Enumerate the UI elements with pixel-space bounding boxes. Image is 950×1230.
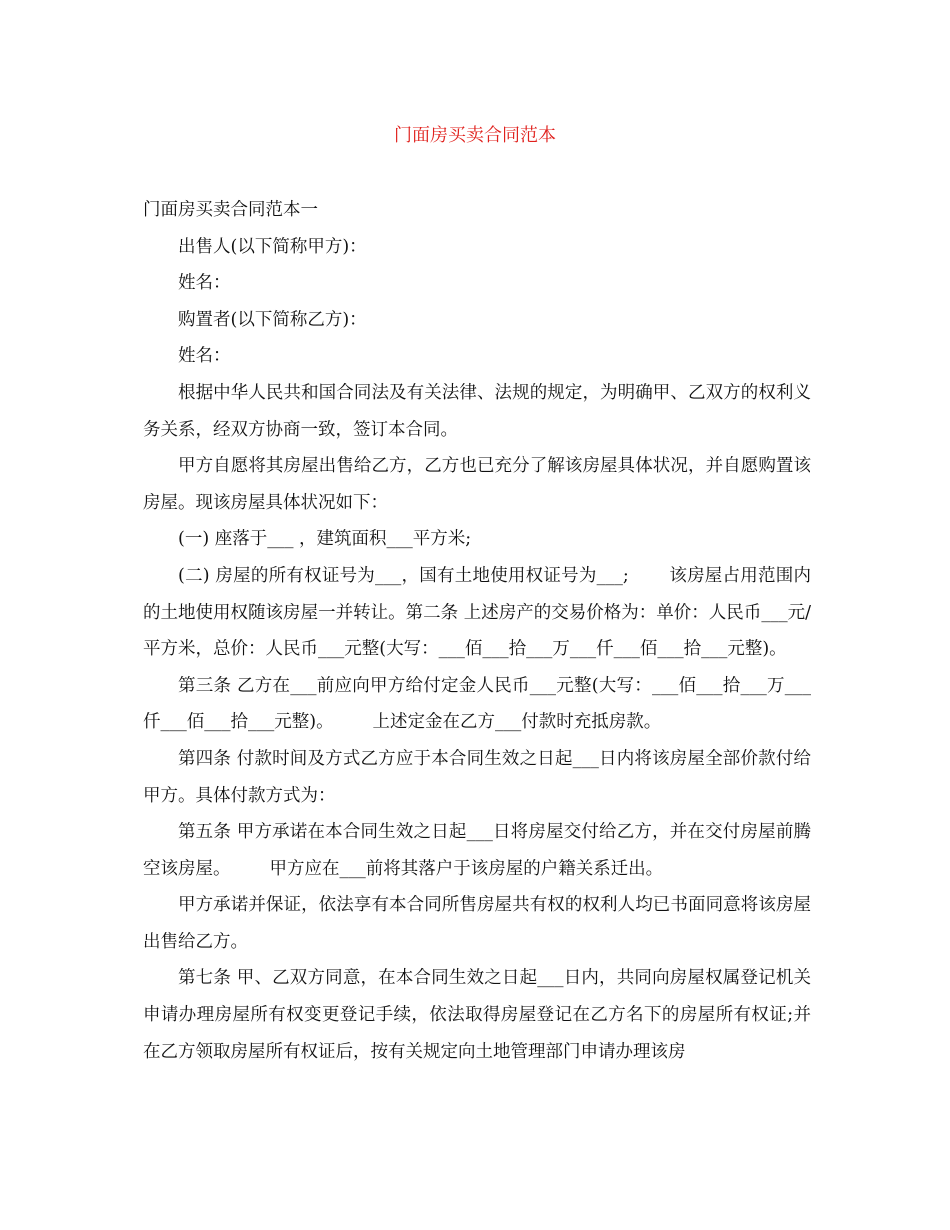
paragraph-buyer: 购置者(以下简称乙方)：: [178, 309, 367, 330]
paragraph-article-5: 第五条 甲方承诺在本合同生效之日起___日将房屋交付给乙方，并在交付房屋前腾空该房屋。 甲方应在___前将其落户于该房屋的户籍关系迁出。: [143, 822, 811, 879]
paragraph-article-4: 第四条 付款时间及方式乙方应于本合同生效之日起___日内将该房屋全部价款付给甲方。具体付款方式为：: [143, 748, 811, 806]
paragraph-article-3: 第三条 乙方在___前应向甲方给付定金人民币___元整(大写：___佰___拾___万___仟___佰___拾___元整)。 上述定金在乙方___付款时充抵房款。: [143, 675, 811, 733]
document-body: [143, 192, 811, 1070]
document-title: 门面房买卖合同范本: [394, 125, 556, 146]
paragraph-preamble: 根据中华人民共和国合同法及有关法律、法规的规定，为明确甲、乙双方的权利义务关系，经双方协商一致，签订本合同。: [143, 382, 811, 440]
section-heading: 门面房买卖合同范本一: [143, 200, 318, 220]
paragraph-warranty: 甲方承诺并保证，依法享有本合同所售房屋共有权的权利人均已书面同意将该房屋出售给乙方。: [143, 895, 811, 952]
paragraph-item-location: (一) 座落于___ ，建筑面积___平方米;: [178, 529, 472, 550]
paragraph-seller-name: 姓名：: [178, 273, 231, 294]
paragraph-seller: 出售人(以下简称甲方)：: [178, 236, 367, 257]
paragraph-article-7: 第七条 甲、乙双方同意，在本合同生效之日起___日内，共同向房屋权属登记机关申请办理房屋所有权变更登记手续，依法取得房屋登记在乙方名下的房屋所有权证;并在乙方领取房屋所有权证后，按有关规定向土地管理部门申请办理该房: [143, 968, 811, 1062]
paragraph-property-intent: 甲方自愿将其房屋出售给乙方，乙方也已充分了解该房屋具体状况，并自愿购置该房屋。现该房屋具体状况如下：: [143, 456, 811, 513]
paragraph-buyer-name: 姓名：: [178, 346, 231, 367]
paragraph-item-certificate-price: (二) 房屋的所有权证号为___，国有土地使用权证号为___; 该房屋占用范围内的土地使用权随该房屋一并转让。第二条 上述房产的交易价格为：单价：人民币___元/平方米，总价：人民币___元整(大写：___佰___拾___万___仟___佰___拾___元整)。: [143, 565, 811, 660]
